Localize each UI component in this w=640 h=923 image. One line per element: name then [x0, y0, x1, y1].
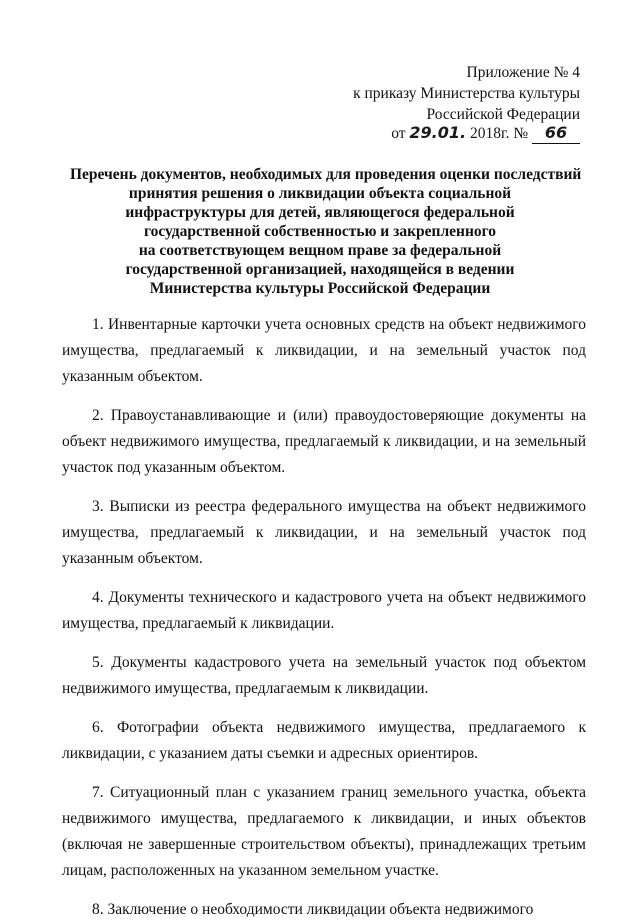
title-line: государственной организацией, находящейся в ведении [125, 261, 515, 278]
list-item [62, 715, 586, 767]
appendix-header [320, 62, 580, 125]
list-item [62, 650, 586, 702]
document-list [62, 312, 586, 923]
item-text: Документы технического и кадастрового учета на объект недвижимого имущества, предлагаемый к ликвидации. [62, 589, 586, 632]
item-number: 8. [92, 901, 104, 918]
list-item [62, 897, 586, 923]
item-number: 1. [92, 316, 104, 333]
list-item [62, 494, 586, 572]
item-text: Правоустанавливающие и (или) правоудостоверяющие документы на объект недвижимого имущества, предлагаемый к ликвидации, и на земельный участок под указанным объектом. [62, 407, 587, 476]
title-line: принятия решения о ликвидации объекта социальной [128, 185, 512, 202]
year-suffix: г. № [500, 125, 529, 142]
title-line: Министерства культуры Российской Федерации [149, 280, 491, 297]
item-text: Заключение о необходимости ликвидации объекта недвижимого [107, 901, 534, 918]
appendix-title: Приложение № 4 [466, 64, 580, 81]
list-item [62, 403, 586, 481]
handwritten-date: 29.01. [409, 123, 467, 142]
item-text: Выписки из реестра федерального имущества на объект недвижимого имущества, предлагаемый к ликвидации, и на земельный участок под указанным объектом. [62, 498, 587, 567]
item-text: Документы кадастрового учета на земельный участок под объектом недвижимого имущества, предлагаемым к ликвидации. [62, 654, 587, 697]
item-text: Инвентарные карточки учета основных средств на объект недвижимого имущества, предлагаемый к ликвидации, и на земельный участок под указанным объектом. [62, 316, 586, 385]
item-text: Фотографии объекта недвижимого имущества, предлагаемого к ликвидации, с указанием даты съемки и адресных ориентиров. [62, 719, 586, 762]
document-title [70, 165, 582, 298]
item-text: Ситуационный план с указанием границ земельного участка, объекта недвижимого имущества, предлагаемого к ликвидации, и иных объектов (включая не завершенные строительством объекты), принадлежащих третьим лицам, расположенных на указанном земельном участке. [62, 784, 586, 879]
list-item [62, 585, 586, 637]
item-number: 4. [92, 589, 104, 606]
order-number-field [532, 124, 580, 144]
item-number: 2. [92, 407, 104, 424]
item-number: 6. [92, 719, 104, 736]
title-line: Перечень документов, необходимых для проведения оценки последствий [70, 166, 582, 183]
list-item [62, 312, 586, 390]
list-item [62, 780, 586, 884]
appendix-federation: Российской Федерации [426, 106, 580, 123]
title-line: на соответствующем вещном праве за федеральной [138, 242, 502, 259]
order-year: 2018 [469, 125, 501, 142]
appendix-order-ref: к приказу Министерства культуры [353, 85, 580, 102]
item-number: 3. [92, 498, 104, 515]
date-prefix: от [391, 125, 406, 142]
title-line: инфраструктуры для детей, являющегося федеральной [125, 204, 515, 221]
handwritten-order-number: 66 [544, 123, 568, 142]
order-date-number-line [391, 122, 580, 144]
item-number: 7. [92, 784, 104, 801]
item-number: 5. [92, 654, 104, 671]
title-line: государственной собственностью и закрепленного [143, 223, 497, 240]
